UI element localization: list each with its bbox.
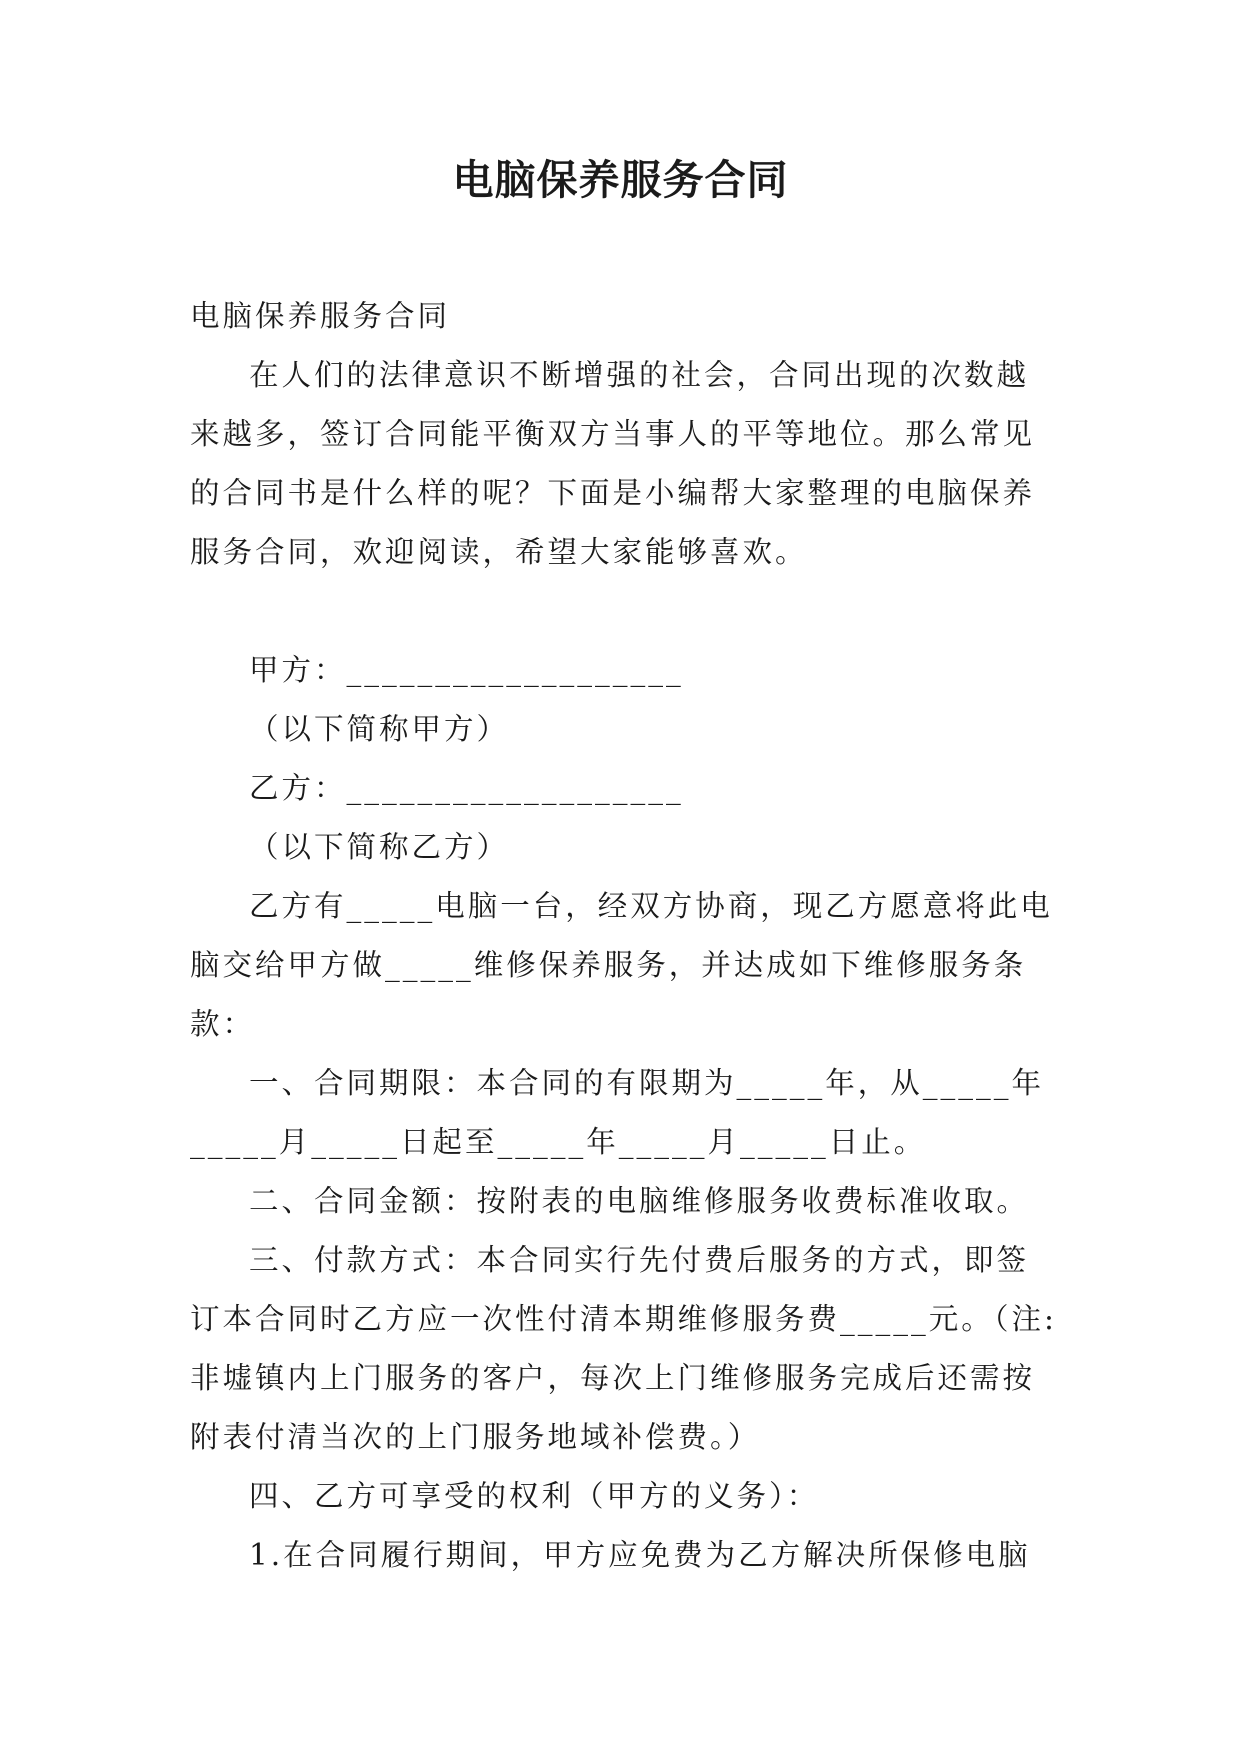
agreement-paragraph: 乙方有_____电脑一台，经双方协商，现乙方愿意将此电脑交给甲方做_____维修保养服务，并达成如下维修服务条款： bbox=[190, 889, 1053, 1041]
party-a-line: 甲方：___________________ bbox=[249, 653, 684, 687]
party-b-note: （以下简称乙方） bbox=[249, 830, 510, 864]
paragraph-gap bbox=[190, 582, 1060, 641]
clause-term: 一、合同期限：本合同的有限期为_____年，从_____年_____月_____日起至_____年_____月_____日止。 bbox=[190, 1066, 1045, 1159]
document-body bbox=[190, 287, 1060, 1585]
party-b-line: 乙方：___________________ bbox=[249, 771, 684, 805]
party-a-note: （以下简称甲方） bbox=[249, 712, 510, 746]
clause-rights-heading: 四、乙方可享受的权利（甲方的义务）： bbox=[249, 1479, 820, 1513]
clause-payment: 三、付款方式：本合同实行先付费后服务的方式，即签订本合同时乙方应一次性付清本期维修服务费_____元。（注:非墟镇内上门服务的客户，每次上门维修服务完成后还需按附表付清当次的上门服务地域补偿费。） bbox=[190, 1243, 1057, 1454]
document-title: 电脑保养服务合同 bbox=[452, 156, 789, 204]
clause-amount: 二、合同金额：按附表的电脑维修服务收费标准收取。 bbox=[249, 1184, 1030, 1218]
intro-paragraph: 在人们的法律意识不断增强的社会，合同出现的次数越来越多，签订合同能平衡双方当事人的平等地位。那么常见的合同书是什么样的呢？下面是小编帮大家整理的电脑保养服务合同，欢迎阅读，希望大家能够喜欢。 bbox=[190, 358, 1036, 569]
clause-rights-item-1: 1.在合同履行期间，甲方应免费为乙方解决所保修电脑 bbox=[249, 1538, 1031, 1572]
doc-subtitle: 电脑保养服务合同 bbox=[190, 299, 451, 333]
